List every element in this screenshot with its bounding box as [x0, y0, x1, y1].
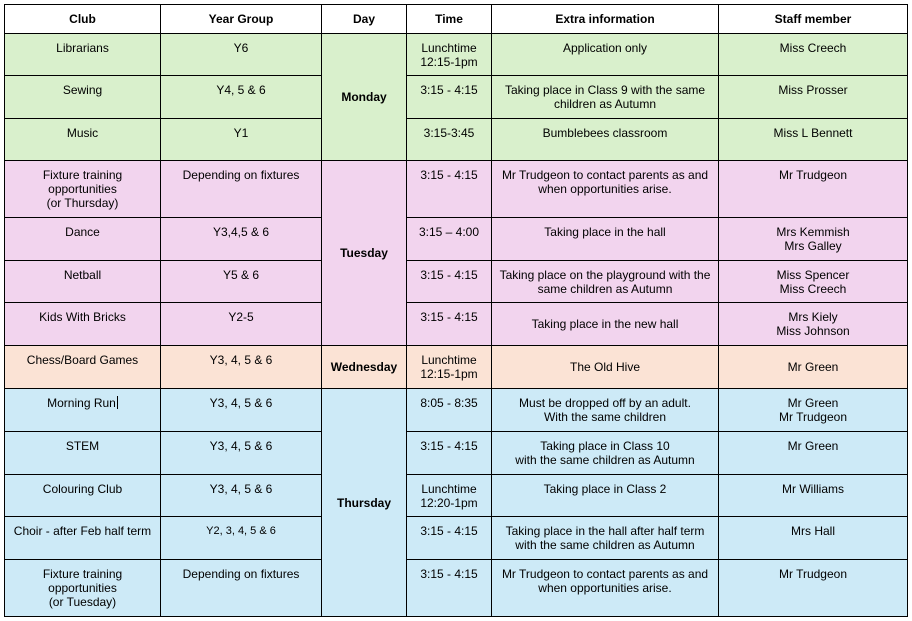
table-body	[5, 34, 908, 617]
time-cell	[407, 346, 492, 389]
time-cell-line: Lunchtime	[421, 482, 477, 496]
time-cell	[407, 218, 492, 261]
day-cell: Thursday	[322, 389, 407, 617]
extra-information-cell	[492, 119, 719, 161]
extra-information-cell-line: Taking place on the playground with the	[499, 268, 711, 282]
extra-information-cell-line: Mr Trudgeon to contact parents as and	[501, 168, 709, 182]
club-name-cell	[5, 517, 161, 560]
time-cell-line: 8:05 - 8:35	[420, 396, 478, 410]
staff-member-cell-line: Mr Trudgeon	[778, 168, 848, 182]
time-cell	[407, 517, 492, 560]
time-cell-line: 3:15 - 4:15	[420, 168, 478, 182]
header-staff-member: Staff member	[719, 5, 908, 34]
year-group-cell	[161, 432, 322, 475]
table-row	[5, 346, 908, 389]
club-name-cell	[5, 389, 161, 432]
extra-information-cell-line: Taking place in the hall	[544, 225, 666, 239]
extra-information-cell-line: Taking place in the new hall	[531, 317, 679, 331]
table-row	[5, 432, 908, 475]
time-cell-line: 12:20-1pm	[420, 496, 478, 510]
year-group-cell	[161, 161, 322, 218]
extra-information-cell-line: The Old Hive	[569, 360, 641, 374]
club-name-cell-line: (or Thursday)	[46, 196, 119, 210]
year-group-cell	[161, 76, 322, 119]
time-cell	[407, 560, 492, 617]
year-group-cell-line: Y3, 4, 5 & 6	[209, 353, 273, 367]
year-group-cell-line: Y6	[233, 41, 249, 55]
extra-information-cell-line: when opportunities arise.	[538, 182, 672, 196]
staff-member-cell-line: Miss L Bennett	[773, 126, 853, 140]
time-cell-line: 3:15 - 4:15	[420, 524, 478, 538]
year-group-cell-line: Depending on fixtures	[182, 168, 300, 182]
header-extra-information: Extra information	[492, 5, 719, 34]
extra-information-cell	[492, 218, 719, 261]
staff-member-cell-line: Mrs Kemmish	[776, 225, 850, 239]
header-row	[5, 5, 908, 34]
year-group-cell-line: Y3, 4, 5 & 6	[209, 396, 273, 410]
clubs-timetable	[4, 4, 908, 617]
extra-information-cell	[492, 303, 719, 346]
time-cell-line: Lunchtime	[421, 41, 477, 55]
header-time: Time	[407, 5, 492, 34]
time-cell	[407, 161, 492, 218]
club-name-cell	[5, 119, 161, 161]
day-cell: Tuesday	[322, 161, 407, 346]
staff-member-cell	[719, 303, 908, 346]
year-group-cell-line: Y3, 4, 5 & 6	[209, 482, 273, 496]
table-row	[5, 303, 908, 346]
extra-information-cell	[492, 432, 719, 475]
text-cursor	[117, 396, 118, 409]
extra-information-cell-line: with the same children as Autumn	[515, 453, 695, 467]
club-name-cell-line: opportunities	[48, 182, 117, 196]
time-cell-line: Lunchtime	[421, 353, 477, 367]
table-row	[5, 389, 908, 432]
extra-information-cell-line: same children as Autumn	[537, 282, 673, 296]
staff-member-cell	[719, 119, 908, 161]
time-cell	[407, 389, 492, 432]
staff-member-cell-line: Mr Green	[787, 439, 839, 453]
staff-member-cell	[719, 218, 908, 261]
staff-member-cell	[719, 161, 908, 218]
club-name-cell	[5, 161, 161, 218]
time-cell-line: 12:15-1pm	[420, 367, 478, 381]
club-name-cell-line: Sewing	[62, 83, 103, 97]
year-group-cell	[161, 389, 322, 432]
table-row	[5, 560, 908, 617]
club-name-cell	[5, 34, 161, 76]
header-year-group: Year Group	[161, 5, 322, 34]
club-name-cell-line: Fixture training	[42, 168, 123, 182]
staff-member-cell	[719, 560, 908, 617]
extra-information-cell-line: Taking place in Class 10	[540, 439, 670, 453]
extra-information-cell	[492, 76, 719, 119]
staff-member-cell-line: Miss Prosser	[778, 83, 848, 97]
club-name-cell-line: STEM	[65, 439, 100, 453]
extra-information-cell	[492, 261, 719, 303]
extra-information-cell-line: with the same children as Autumn	[515, 538, 695, 552]
club-name-cell-line: Fixture training	[42, 567, 123, 581]
staff-member-cell-line: Mr Green	[787, 360, 839, 374]
table-row	[5, 218, 908, 261]
table-row	[5, 475, 908, 517]
year-group-cell	[161, 517, 322, 560]
header-club: Club	[5, 5, 161, 34]
time-cell-line: 3:15 - 4:15	[420, 268, 478, 282]
year-group-cell-line: Y2-5	[228, 310, 254, 324]
time-cell	[407, 119, 492, 161]
year-group-cell	[161, 346, 322, 389]
staff-member-cell-line: Mrs Galley	[784, 239, 842, 253]
club-name-cell-line: Dance	[65, 225, 100, 239]
extra-information-cell	[492, 161, 719, 218]
staff-member-cell	[719, 261, 908, 303]
extra-information-cell-line: Bumblebees classroom	[542, 126, 668, 140]
staff-member-cell-line: Miss Spencer	[776, 268, 850, 282]
year-group-cell-line: Y2, 3, 4, 5 & 6	[206, 525, 276, 537]
extra-information-cell-line: Must be dropped off by an adult.	[519, 396, 691, 410]
staff-member-cell	[719, 432, 908, 475]
table-row	[5, 161, 908, 218]
table-header	[5, 5, 908, 34]
extra-information-cell-line: when opportunities arise.	[538, 581, 672, 595]
staff-member-cell-line: Mrs Hall	[791, 524, 835, 538]
club-name-cell	[5, 303, 161, 346]
staff-member-cell-line: Miss Creech	[779, 41, 847, 55]
time-cell	[407, 432, 492, 475]
extra-information-cell-line: Taking place in Class 9 with the same	[504, 83, 706, 97]
extra-information-cell	[492, 389, 719, 432]
staff-member-cell-line: Miss Johnson	[776, 324, 850, 338]
club-name-cell-line: Colouring Club	[42, 482, 123, 496]
time-cell	[407, 76, 492, 119]
club-name-cell	[5, 346, 161, 389]
club-name-cell	[5, 261, 161, 303]
club-name-cell-line: Music	[66, 126, 99, 140]
time-cell	[407, 34, 492, 76]
time-cell-line: 3:15 - 4:15	[420, 310, 478, 324]
extra-information-cell-line: Taking place in the hall after half term	[505, 524, 705, 538]
club-name-cell	[5, 76, 161, 119]
extra-information-cell	[492, 346, 719, 389]
table-row	[5, 517, 908, 560]
extra-information-cell-line: children as Autumn	[553, 97, 657, 111]
year-group-cell	[161, 119, 322, 161]
club-name-cell-line: Morning Run	[47, 396, 116, 410]
club-name-cell-line: (or Tuesday)	[48, 595, 117, 609]
extra-information-cell	[492, 517, 719, 560]
time-cell-line: 12:15-1pm	[420, 55, 478, 69]
year-group-cell	[161, 34, 322, 76]
time-cell	[407, 303, 492, 346]
staff-member-cell	[719, 517, 908, 560]
table-row	[5, 261, 908, 303]
table-row	[5, 119, 908, 161]
extra-information-cell-line: Mr Trudgeon to contact parents as and	[501, 567, 709, 581]
extra-information-cell	[492, 475, 719, 517]
time-cell-line: 3:15-3:45	[423, 126, 475, 140]
time-cell-line: 3:15 – 4:00	[418, 225, 480, 239]
extra-information-cell	[492, 34, 719, 76]
year-group-cell	[161, 475, 322, 517]
staff-member-cell	[719, 346, 908, 389]
day-cell: Monday	[322, 34, 407, 161]
club-name-cell-line: opportunities	[48, 581, 117, 595]
time-cell	[407, 261, 492, 303]
club-name-cell	[5, 475, 161, 517]
year-group-cell-line: Y4, 5 & 6	[216, 83, 266, 97]
year-group-cell-line: Depending on fixtures	[182, 567, 300, 581]
table-row	[5, 34, 908, 76]
time-cell-line: 3:15 - 4:15	[420, 567, 478, 581]
staff-member-cell-line: Miss Creech	[779, 282, 847, 296]
year-group-cell-line: Y3, 4, 5 & 6	[209, 439, 273, 453]
staff-member-cell	[719, 76, 908, 119]
year-group-cell	[161, 560, 322, 617]
year-group-cell	[161, 218, 322, 261]
time-cell-line: 3:15 - 4:15	[420, 83, 478, 97]
table-row	[5, 76, 908, 119]
year-group-cell	[161, 261, 322, 303]
year-group-cell-line: Y1	[233, 126, 249, 140]
club-name-cell-line: Choir - after Feb half term	[13, 524, 152, 538]
staff-member-cell-line: Mrs Kiely	[788, 310, 838, 324]
time-cell-line: 3:15 - 4:15	[420, 439, 478, 453]
club-name-cell	[5, 218, 161, 261]
staff-member-cell-line: Mr Green	[787, 396, 839, 410]
extra-information-cell	[492, 560, 719, 617]
extra-information-cell-line: Taking place in Class 2	[543, 482, 667, 496]
year-group-cell	[161, 303, 322, 346]
club-name-cell-line: Netball	[63, 268, 102, 282]
staff-member-cell-line: Mr Trudgeon	[778, 567, 848, 581]
club-name-cell	[5, 560, 161, 617]
year-group-cell-line: Y3,4,5 & 6	[212, 225, 270, 239]
header-day: Day	[322, 5, 407, 34]
day-cell: Wednesday	[322, 346, 407, 389]
extra-information-cell-line: With the same children	[543, 410, 667, 424]
year-group-cell-line: Y5 & 6	[222, 268, 260, 282]
club-name-cell-line: Chess/Board Games	[26, 353, 139, 367]
club-name-cell-line: Librarians	[56, 41, 109, 55]
time-cell	[407, 475, 492, 517]
extra-information-cell-line: Application only	[562, 41, 648, 55]
club-name-cell-line: Kids With Bricks	[39, 310, 126, 324]
club-name-cell	[5, 432, 161, 475]
staff-member-cell	[719, 389, 908, 432]
staff-member-cell	[719, 34, 908, 76]
staff-member-cell-line: Mr Williams	[782, 482, 844, 496]
staff-member-cell-line: Mr Trudgeon	[778, 410, 848, 424]
staff-member-cell	[719, 475, 908, 517]
